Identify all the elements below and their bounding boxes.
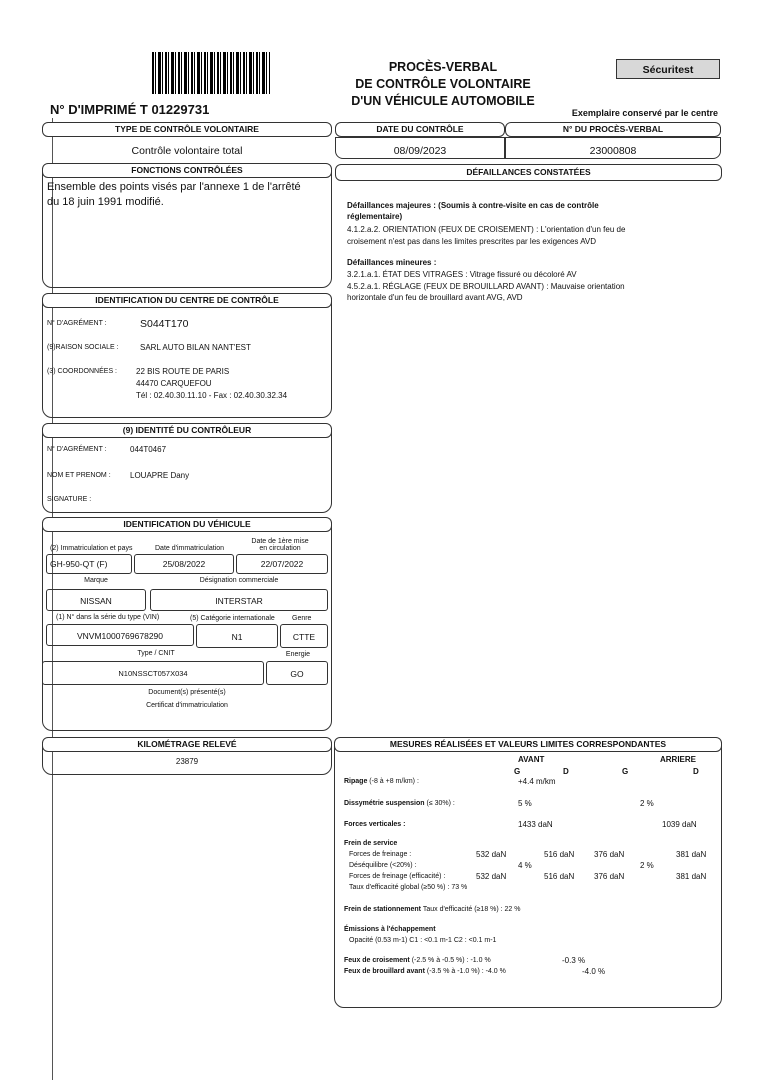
designation-field — [150, 589, 328, 611]
centre-phone: Tél : 02.40.30.11.10 - Fax : 02.40.30.32.34 — [136, 391, 288, 400]
braking-forces-rear-g: 376 daN — [594, 850, 625, 859]
vehicle-header: IDENTIFICATION DU VÉHICULE — [42, 517, 332, 532]
controller-signature-label: SIGNATURE : — [47, 496, 92, 503]
first-date-label-2: en circulation — [259, 545, 301, 552]
immat-field — [46, 554, 132, 574]
desequilibre-front: 4 % — [518, 861, 532, 870]
control-date-header: DATE DU CONTRÔLE — [335, 122, 505, 137]
low-beam-row — [344, 957, 491, 964]
vin-field — [46, 624, 194, 646]
control-type-header: TYPE DE CONTRÔLE VOLONTAIRE — [42, 122, 332, 137]
braking-forces-front-d: 516 daN — [544, 850, 575, 859]
vertical-forces-front: 1433 daN — [518, 820, 553, 829]
categorie-value: N1 — [231, 632, 243, 642]
low-beam-limit: (-2.5 % à -0.5 %) : -1.0 % — [411, 957, 491, 964]
genre-field — [280, 624, 328, 648]
centre-coordinates-label: (3) COORDONNÉES : — [47, 368, 118, 375]
controller-agrement-label: N° D'AGRÉMENT : — [47, 446, 107, 453]
arriere-label: ARRIERE — [660, 755, 697, 764]
marque-label: Marque — [84, 577, 108, 584]
immat-value: GH-950-QT (F) — [50, 559, 108, 569]
major-defects-title-2: réglementaire) — [347, 212, 403, 221]
functions-line-2: du 18 juin 1991 modifié. — [47, 196, 164, 208]
service-brake-title: Frein de service — [344, 840, 398, 847]
major-defects-title: Défaillances majeures : (Soumis à contre-visite en cas de contrôle — [347, 201, 599, 210]
type-cnit-label: Type / CNIT — [137, 650, 175, 657]
genre-label: Genre — [292, 615, 312, 622]
fog-lamp-right: -4.0 % — [582, 967, 606, 976]
immat-date-field — [134, 554, 234, 574]
vertical-forces-rear: 1039 daN — [662, 820, 697, 829]
minor-defects-title: Défaillances mineures : — [347, 258, 437, 267]
documents-value: Certificat d'immatriculation — [146, 702, 228, 709]
centre-agrement-value: S044T170 — [140, 318, 189, 330]
first-date-field — [236, 554, 328, 574]
pv-number-value: 23000808 — [589, 145, 637, 157]
dissymetrie-limit: (≤ 30%) : — [426, 800, 455, 807]
fog-lamp-limit: (-3.5 % à -1.0 %) : -4.0 % — [426, 968, 506, 975]
emissions-title: Émissions à l'échappement — [344, 926, 436, 933]
parking-brake-row — [344, 906, 521, 913]
desequilibre-label: Déséquilibre (<20%) : — [349, 862, 417, 869]
front-d-label: D — [563, 767, 569, 776]
low-beam-label: Feux de croisement — [344, 957, 410, 964]
defects-header: DÉFAILLANCES CONSTATÉES — [335, 164, 722, 181]
ripage-limit: (-8 à +8 m/km) : — [369, 778, 419, 785]
minor-defect-item-1: 3.2.1.a.1. ÉTAT DES VITRAGES : Vitrage fissuré ou décoloré AV — [347, 270, 577, 279]
measures-header: MESURES RÉALISÉES ET VALEURS LIMITES CORRESPONDANTES — [334, 737, 722, 752]
first-date-label-1: Date de 1ère mise — [251, 538, 309, 545]
braking-forces-front-g: 532 daN — [476, 850, 507, 859]
rear-d-label: D — [693, 767, 699, 776]
braking-forces-rear-d: 381 daN — [676, 850, 707, 859]
title-line-1: PROCÈS-VERBAL — [388, 60, 498, 74]
centre-raison-value: SARL AUTO BILAN NANT'EST — [140, 343, 251, 352]
centre-address-2: 44470 CARQUEFOU — [136, 379, 212, 388]
fog-lamp-label: Feux de brouillard avant — [344, 968, 425, 975]
first-date-value: 22/07/2022 — [260, 559, 304, 569]
immat-label: (2) Immatriculation et pays — [50, 545, 133, 552]
immat-date-label: Date d'immatriculation — [155, 545, 225, 552]
parking-brake-label: Frein de stationnement — [344, 906, 422, 913]
type-cnit-field — [42, 661, 264, 685]
copy-note: Exemplaire conservé par le centre — [571, 108, 718, 118]
vin-value: VNVM1000769678290 — [76, 631, 163, 641]
braking-efficiency-rear-g: 376 daN — [594, 872, 625, 881]
control-date-value: 08/09/2023 — [393, 145, 447, 157]
dissymetrie-rear: 2 % — [640, 799, 654, 808]
barcode — [152, 52, 270, 94]
braking-efficiency-label: Forces de freinage (efficacité) : — [349, 873, 446, 880]
mileage-header: KILOMÉTRAGE RELEVÉ — [42, 737, 332, 752]
parking-brake-value: Taux d'efficacité (≥18 %) : 22 % — [422, 906, 521, 913]
major-defect-item-line-2: croisement n'est pas dans les limites prescrites par les exigences AVD — [347, 237, 597, 246]
fog-lamp-row — [344, 968, 506, 975]
braking-efficiency-front-g: 532 daN — [476, 872, 507, 881]
mileage-value: 23879 — [175, 757, 199, 766]
rear-g-label: G — [622, 767, 629, 776]
controller-name-label: NOM ET PRENOM : — [47, 472, 111, 479]
energie-value: GO — [290, 669, 304, 679]
pv-number-header: N° DU PROCÈS-VERBAL — [505, 122, 721, 137]
centre-address-1: 22 BIS ROUTE DE PARIS — [136, 367, 230, 376]
dissymetrie-label: Dissymétrie suspension — [344, 800, 425, 807]
designation-label: Désignation commerciale — [199, 577, 279, 584]
braking-efficiency-rear-d: 381 daN — [676, 872, 707, 881]
categorie-label: (5) Catégorie internationale — [190, 615, 275, 622]
functions-line-1: Ensemble des points visés par l'annexe 1 de l'arrêté — [47, 181, 301, 193]
ripage-label: Ripage — [344, 778, 368, 785]
title-line-2: DE CONTRÔLE VOLONTAIRE — [355, 77, 531, 91]
energie-field — [266, 661, 328, 685]
braking-efficiency-front-d: 516 daN — [544, 872, 575, 881]
documents-label: Document(s) présenté(s) — [148, 689, 226, 696]
low-beam-right: -0.3 % — [562, 956, 586, 965]
major-defect-item-line-1: 4.1.2.a.2. ORIENTATION (FEUX DE CROISEMENT) : L'orientation d'un feu de — [347, 225, 626, 234]
vin-label: (1) N° dans la série du type (VIN) — [56, 614, 160, 621]
dissymetrie-row — [344, 800, 455, 807]
brand-badge: Sécuritest — [616, 59, 720, 79]
centre-agrement-label: N° D'AGRÉMENT : — [47, 320, 107, 327]
centre-raison-label: (9)RAISON SOCIALE : — [47, 344, 119, 351]
braking-forces-label: Forces de freinage : — [349, 851, 412, 858]
opacity-values: Opacité (0.53 m-1) C1 : <0.1 m-1 C2 : <0.1 m-1 — [349, 937, 497, 944]
global-efficiency: Taux d'efficacité global (≥50 %) : 73 % — [349, 884, 468, 891]
avant-label: AVANT — [518, 755, 545, 764]
controller-name-value: LOUAPRE Dany — [130, 471, 190, 480]
title-line-3: D'UN VÉHICULE AUTOMOBILE — [351, 94, 535, 108]
minor-defect-item-2-line-1: 4.5.2.a.1. RÉGLAGE (FEUX DE BROUILLARD AVANT) : Mauvaise orientation — [347, 282, 625, 291]
controller-agrement-value: 044T0467 — [130, 445, 167, 454]
energie-label: Energie — [285, 651, 311, 658]
ripage-value: +4.4 m/km — [518, 777, 556, 786]
genre-value: CTTE — [292, 632, 316, 642]
designation-value: INTERSTAR — [215, 596, 263, 606]
immat-date-value: 25/08/2022 — [162, 559, 206, 569]
control-type-value: Contrôle volontaire total — [131, 145, 243, 157]
dissymetrie-front: 5 % — [518, 799, 532, 808]
desequilibre-rear: 2 % — [640, 861, 654, 870]
centre-header: IDENTIFICATION DU CENTRE DE CONTRÔLE — [42, 293, 332, 308]
functions-header: FONCTIONS CONTRÔLÉES — [42, 163, 332, 178]
marque-value: NISSAN — [80, 596, 112, 606]
form-number: N° D'IMPRIMÉ T 01229731 — [50, 102, 210, 117]
type-cnit-value: N10NSSCT057X034 — [118, 669, 188, 678]
minor-defect-item-2-line-2: horizontale d'un feu de brouillard avant AVG, AVD — [347, 293, 523, 302]
ripage-row — [344, 778, 419, 785]
vertical-forces-label: Forces verticales : — [344, 821, 406, 828]
controller-header: (9) IDENTITÉ DU CONTRÔLEUR — [42, 423, 332, 438]
front-g-label: G — [514, 767, 521, 776]
categorie-field — [196, 624, 278, 648]
marque-field — [46, 589, 146, 611]
